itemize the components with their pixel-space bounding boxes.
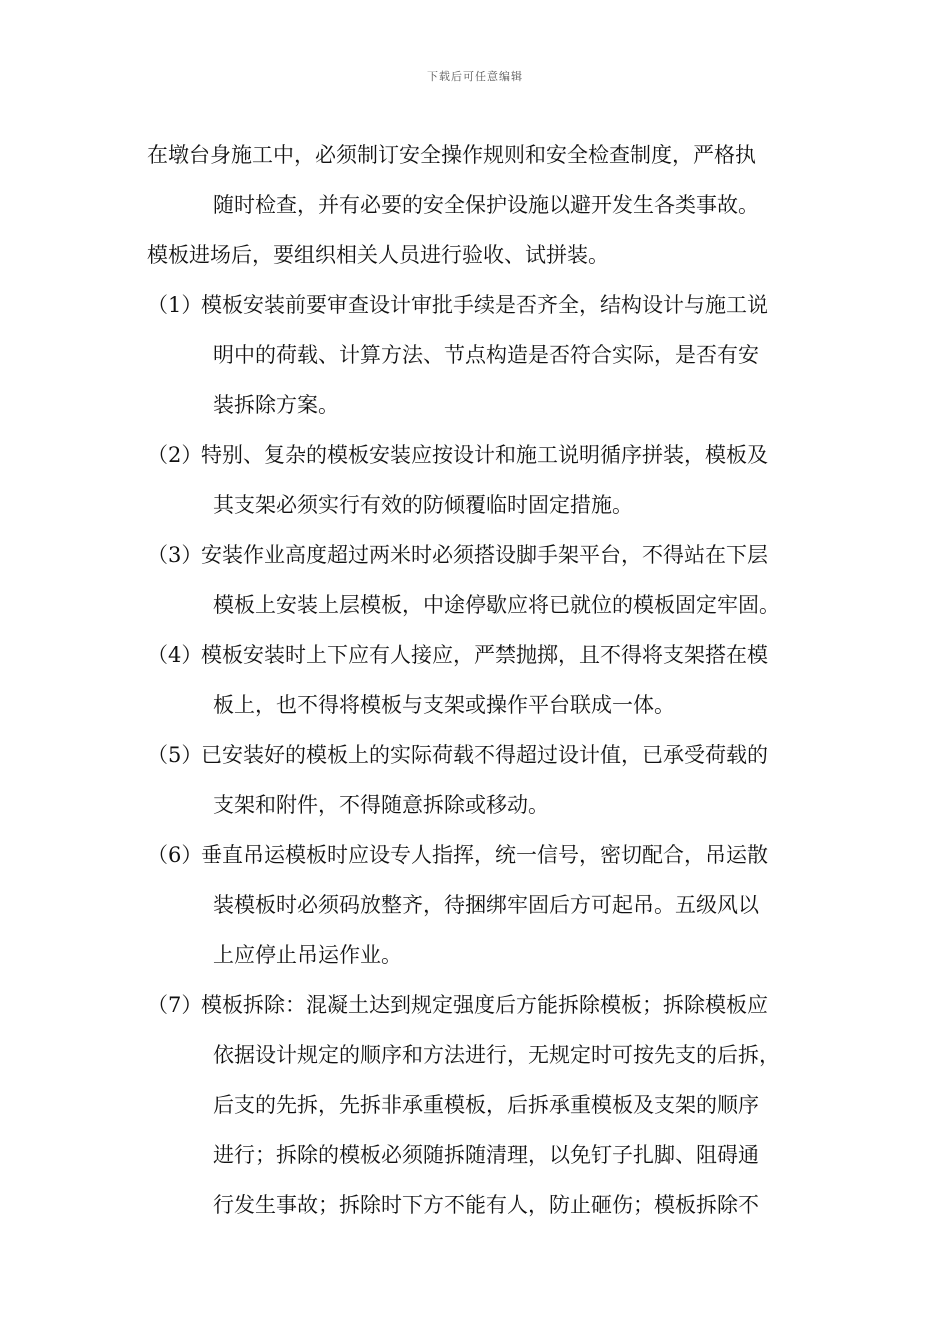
item-text: 垂直吊运模板时应设专人指挥，统一信号，密切配合，吊运散 xyxy=(201,843,768,867)
list-item xyxy=(0,980,950,1230)
item-text: 装模板时必须码放整齐，待捆绑牢固后方可起吊。五级风以 xyxy=(213,893,759,917)
item-text: 明中的荷载、计算方法、节点构造是否符合实际，是否有安 xyxy=(213,343,759,367)
item-text: 模板安装前要审查设计审批手续是否齐全，结构设计与施工说 xyxy=(201,293,768,317)
item-number: （1） xyxy=(147,293,203,317)
item-number: （6） xyxy=(147,843,203,867)
list-item xyxy=(0,280,950,430)
item-text: 模板安装时上下应有人接应，严禁抛掷，且不得将支架搭在模 xyxy=(201,643,768,667)
list-item xyxy=(0,430,950,530)
item-text: 其支架必须实行有效的防倾覆临时固定措施。 xyxy=(213,493,633,517)
item-text: 模板上安装上层模板，中途停歇应将已就位的模板固定牢固。 xyxy=(213,593,780,617)
paragraph-line: 在墩台身施工中，必须制订安全操作规则和安全检查制度，严格执 xyxy=(147,143,756,167)
item-text: 特别、复杂的模板安装应按设计和施工说明循序拼装，模板及 xyxy=(201,443,768,467)
list-item xyxy=(0,830,950,980)
item-number: （3） xyxy=(147,543,203,567)
item-text: 行发生事故；拆除时下方不能有人，防止砸伤；模板拆除不 xyxy=(213,1193,759,1217)
item-text: 板上，也不得将模板与支架或操作平台联成一体。 xyxy=(213,693,675,717)
item-text: 安装作业高度超过两米时必须搭设脚手架平台，不得站在下层 xyxy=(201,543,768,567)
item-number: （5） xyxy=(147,743,203,767)
item-text: 已安装好的模板上的实际荷载不得超过设计值，已承受荷载的 xyxy=(201,743,768,767)
item-text: 依据设计规定的顺序和方法进行，无规定时可按先支的后拆， xyxy=(213,1043,780,1067)
item-number: （7） xyxy=(147,993,203,1017)
item-text: 后支的先拆，先拆非承重模板，后拆承重模板及支架的顺序 xyxy=(213,1093,759,1117)
list-item xyxy=(0,730,950,830)
item-text: 上应停止吊运作业。 xyxy=(213,943,402,967)
document-body xyxy=(0,130,950,1230)
item-number: （2） xyxy=(147,443,203,467)
paragraph-line: 随时检查，并有必要的安全保护设施以避开发生各类事故。 xyxy=(213,193,759,217)
list-item xyxy=(0,630,950,730)
item-number: （4） xyxy=(147,643,203,667)
item-text: 装拆除方案。 xyxy=(213,393,339,417)
item-text: 模板拆除：混凝土达到规定强度后方能拆除模板；拆除模板应 xyxy=(201,993,768,1017)
list-item xyxy=(0,530,950,630)
paragraph-line: 模板进场后，要组织相关人员进行验收、试拼装。 xyxy=(147,243,609,267)
item-text: 进行；拆除的模板必须随拆随清理，以免钉子扎脚、阻碍通 xyxy=(213,1143,759,1167)
page-header: 下载后可任意编辑 xyxy=(427,70,523,83)
item-text: 支架和附件，不得随意拆除或移动。 xyxy=(213,793,549,817)
